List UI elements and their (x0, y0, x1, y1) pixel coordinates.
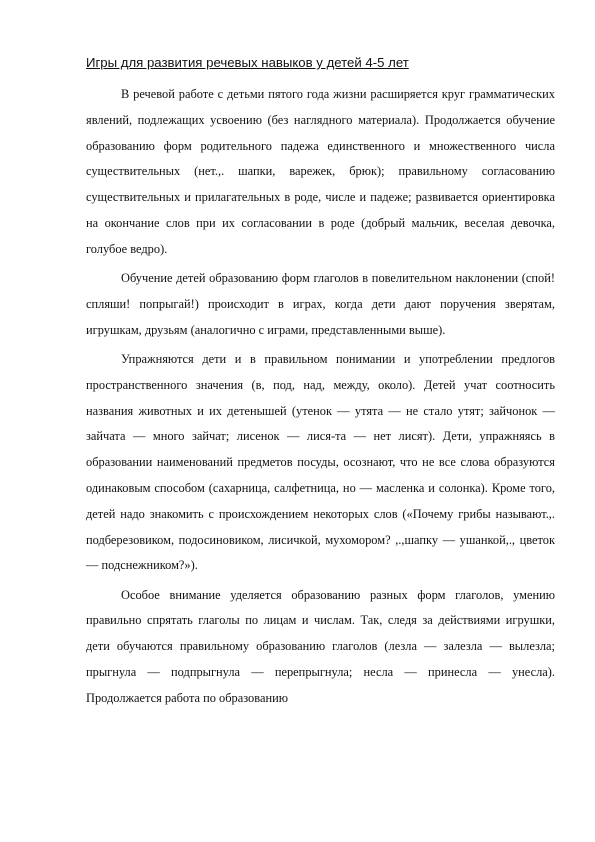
paragraph: В речевой работе с детьми пятого года жизни расширяется круг грамматических явлений, подлежащих усвоению (без наглядного материала). Продолжается обучение образованию форм родительного падежа единственного и множественного числа существительных (нет.,. шапки, варежек, брюк); правильному согласованию существительных и прилагательных в роде, числе и падеже; развивается ориентировка на окончание слов при их согласовании в роде (добрый мальчик, веселая девочка, голубое ведро). (86, 87, 555, 256)
document-title: Игры для развития речевых навыков у детей 4-5 лет (86, 55, 409, 70)
paragraph: Особое внимание уделяется образованию разных форм глаголов, умению правильно спрятать глаголы по лицам и числам. Так, следя за действиями игрушки, дети обучаются правильному образованию глаголов (лезла — залезла — вылезла; прыгнула — подпрыгнула — перепрыгнула; несла — принесла — унесла). Продолжается работа по образованию (86, 587, 555, 705)
paragraph: Обучение детей образованию форм глаголов в повелительном наклонении (спой! спляши! попрыгай!) происходит в играх, когда дети дают поручения зверятам, игрушкам, друзьям (аналогично с играми, представленными выше). (86, 271, 555, 337)
paragraph: Упражняются дети и в правильном понимании и употреблении предлогов пространственного значения (в, под, над, между, около). Детей учат соотносить названия животных и их детенышей (утенок — утята — не стало утят; зайчонок — зайчата — много зайчат; лисенок — лися-та — нет лисят). Дети, упражняясь в образовании наименований предметов посуды, осознают, что не все слова образуются одинаковым способом (сахарница, салфетница, но — масленка и солонка). Кроме того, детей надо знакомить с происхождением некоторых слов («Почему грибы называют.,. подберезовиком, подосиновиком, лисичкой, мухомором? ,.,шапку — ушанкой,., цветок — подснежником?»). (86, 351, 555, 573)
document-body (86, 82, 555, 715)
